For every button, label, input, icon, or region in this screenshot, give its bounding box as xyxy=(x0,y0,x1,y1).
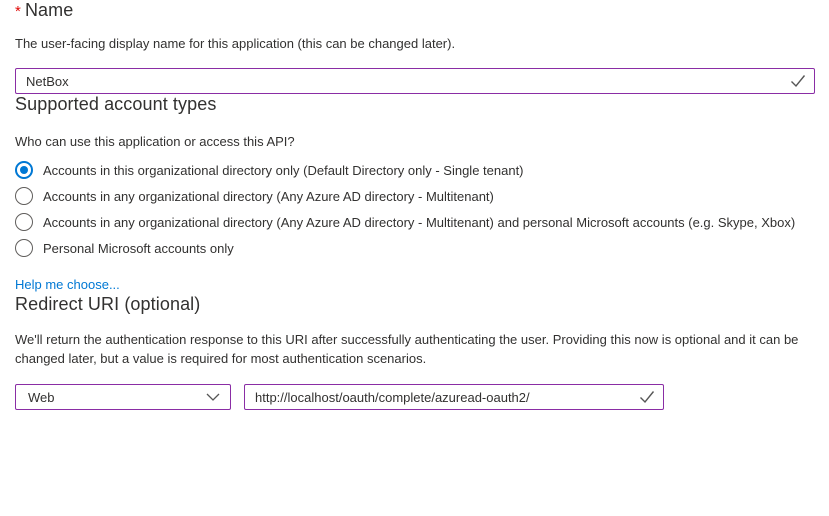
account-types-radio-group xyxy=(15,157,815,261)
redirect-uri-row xyxy=(15,384,815,410)
help-me-choose-link[interactable]: Help me choose... xyxy=(15,277,120,292)
name-title-text: Name xyxy=(24,0,74,20)
radio-option-personal-only[interactable] xyxy=(15,235,815,261)
redirect-platform-select[interactable] xyxy=(15,384,231,410)
radio-option-label: Accounts in any organizational directory (Any Azure AD directory - Multitenant) and personal Microsoft accounts (e.g. Skype, Xbox) xyxy=(43,214,796,230)
radio-button[interactable] xyxy=(15,239,33,257)
redirect-uri-input-wrap xyxy=(244,384,664,410)
redirect-uri-title: Redirect URI (optional) xyxy=(15,294,201,314)
radio-button[interactable] xyxy=(15,213,33,231)
name-input-wrap xyxy=(15,68,815,94)
radio-option-label: Accounts in any organizational directory (Any Azure AD directory - Multitenant) xyxy=(43,188,494,204)
name-section-title xyxy=(15,0,815,22)
name-description: The user-facing display name for this application (this can be changed later). xyxy=(15,36,456,51)
name-input[interactable] xyxy=(15,68,815,94)
required-asterisk: * xyxy=(15,3,21,20)
account-types-title: Supported account types xyxy=(15,94,217,114)
redirect-uri-description: We'll return the authentication response to this URI after successfully authenticating the user. Providing this now is optional and it can be changed later, but a value is required for most authentication scenarios. xyxy=(15,332,799,366)
redirect-platform-selected-value: Web xyxy=(28,389,55,405)
chevron-down-icon xyxy=(206,393,220,402)
account-types-question: Who can use this application or access this API? xyxy=(15,134,295,149)
radio-button-selected[interactable] xyxy=(15,161,33,179)
radio-option-single-tenant[interactable] xyxy=(15,157,815,183)
radio-option-label: Personal Microsoft accounts only xyxy=(43,240,234,256)
radio-option-label: Accounts in this organizational directory only (Default Directory only - Single tenant) xyxy=(43,162,524,178)
radio-option-multitenant-personal[interactable] xyxy=(15,209,815,235)
radio-option-multitenant[interactable] xyxy=(15,183,815,209)
redirect-uri-input[interactable] xyxy=(244,384,664,410)
radio-button[interactable] xyxy=(15,187,33,205)
